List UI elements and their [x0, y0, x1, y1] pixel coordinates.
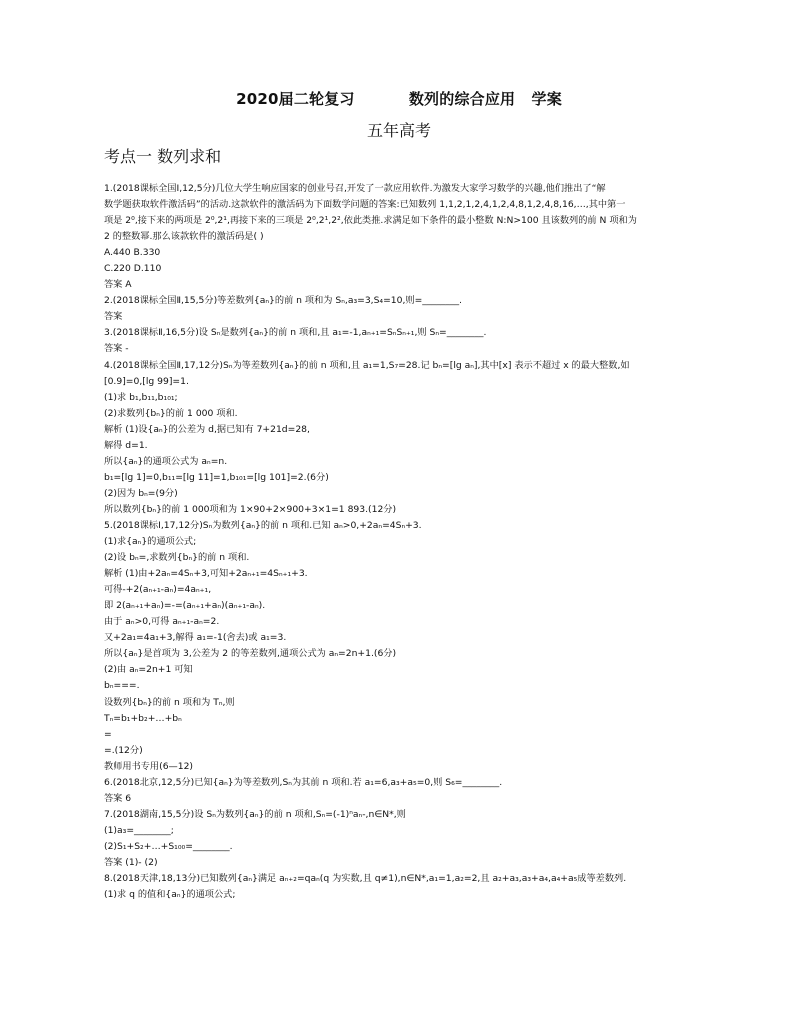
text-line: 3.(2018课标Ⅱ,16,5分)设 Sₙ是数列{aₙ}的前 n 项和,且 a₁=-1,aₙ₊₁=SₙSₙ₊₁,则 Sₙ=________. [104, 327, 487, 339]
text-line: 又+2a₁=4a₁+3,解得 a₁=-1(舍去)或 a₁=3. [104, 632, 287, 644]
text-line: 答案 6 [104, 792, 132, 804]
section-heading: 考点一 数列求和 [104, 147, 222, 166]
text-line: 解析 (1)由+2aₙ=4Sₙ+3,可知+2aₙ₊₁=4Sₙ₊₁+3. [104, 568, 308, 580]
text-line: b₁=[lg 1]=0,b₁₁=[lg 11]=1,b₁₀₁=[lg 101]=2.(6分) [104, 471, 329, 483]
text-line: 2 的整数幂.那么该款软件的激活码是( ) [104, 231, 264, 243]
text-line: 数学题获取软件激活码”的活动.这款软件的激活码为下面数学问题的答案:已知数列 1,1,2,1,2,4,1,2,4,8,1,2,4,8,16,…,其中第一 [104, 199, 626, 211]
text-line: 6.(2018北京,12,5分)已知{aₙ}为等差数列,Sₙ为其前 n 项和.若 a₁=6,a₃+a₅=0,则 S₆=________. [104, 776, 503, 788]
text-line: (2)因为 bₙ=(9分) [104, 487, 178, 499]
text-line: 所以{aₙ}是首项为 3,公差为 2 的等差数列,通项公式为 aₙ=2n+1.(6分) [104, 648, 397, 660]
text-line: 可得-+2(aₙ₊₁-aₙ)=4aₙ₊₁, [104, 584, 212, 596]
text-line: 4.(2018课标全国Ⅱ,17,12分)Sₙ为等差数列{aₙ}的前 n 项和,且 a₁=1,S₇=28.记 bₙ=[lg aₙ],其中[x] 表示不超过 x 的最大整数,如 [104, 359, 630, 371]
text-line: 答案 (1)- (2) [104, 856, 158, 868]
text-line: 设数列{bₙ}的前 n 项和为 Tₙ,则 [104, 696, 235, 708]
text-line: (1)a₃=________; [104, 824, 174, 836]
text-line: 答案 [104, 311, 123, 323]
text-line: (2)S₁+S₂+…+S₁₀₀=________. [104, 840, 233, 852]
text-line: 所以{aₙ}的通项公式为 aₙ=n. [104, 455, 228, 467]
text-line: (1)求 q 的值和{aₙ}的通项公式; [104, 889, 236, 901]
text-line: =.(12分) [104, 744, 143, 756]
text-line: bₙ===. [104, 680, 140, 692]
document-body [104, 181, 694, 903]
text-line: 项是 2⁰,接下来的两项是 2⁰,2¹,再接下来的三项是 2⁰,2¹,2²,依此类推.求满足如下条件的最小整数 N:N>100 且该数列的前 N 项和为 [104, 215, 637, 227]
text-line: 5.(2018课标Ⅰ,17,12分)Sₙ为数列{aₙ}的前 n 项和.已知 aₙ>0,+2aₙ=4Sₙ+3. [104, 519, 422, 531]
text-line: 答案 - [104, 343, 129, 355]
text-line: = [104, 728, 112, 740]
text-line: 1.(2018课标全国Ⅰ,12,5分)几位大学生响应国家的创业号召,开发了一款应用软件.为激发大家学习数学的兴趣,他们推出了“解 [104, 183, 606, 194]
text-line: C.220 D.110 [104, 263, 162, 275]
text-line: 8.(2018天津,18,13分)已知数列{aₙ}满足 aₙ₊₂=qaₙ(q 为实数,且 q≠1),n∈N*,a₁=1,a₂=2,且 a₂+a₃,a₃+a₄,a₄+a₅成等差数列. [104, 873, 627, 885]
text-line: 2.(2018课标全国Ⅱ,15,5分)等差数列{aₙ}的前 n 项和为 Sₙ,a₃=3,S₄=10,则=________. [104, 295, 462, 307]
text-line: 7.(2018湖南,15,5分)设 Sₙ为数列{aₙ}的前 n 项和,Sₙ=(-1)ⁿaₙ-,n∈N*,则 [104, 808, 406, 820]
text-line: 解析 (1)设{aₙ}的公差为 d,据已知有 7+21d=28, [104, 423, 310, 435]
page-title: 2020届二轮复习 数列的综合应用 学案 [236, 90, 562, 108]
text-line: (2)由 aₙ=2n+1 可知 [104, 664, 193, 676]
text-line: A.440 B.330 [104, 247, 161, 259]
text-line: (1)求{aₙ}的通项公式; [104, 536, 197, 548]
text-line: 解得 d=1. [104, 439, 148, 451]
page-subtitle: 五年高考 [366, 121, 431, 140]
text-line: 即 2(aₙ₊₁+aₙ)=-=(aₙ₊₁+aₙ)(aₙ₊₁-aₙ). [104, 600, 266, 612]
text-line: 教师用书专用(6—12) [104, 760, 194, 772]
text-line: (2)设 bₙ=,求数列{bₙ}的前 n 项和. [104, 552, 250, 564]
text-line: [0.9]=0,[lg 99]=1. [104, 375, 189, 387]
text-line: 所以数列{bₙ}的前 1 000项和为 1×90+2×900+3×1=1 893.(12分) [104, 503, 397, 515]
text-line: (2)求数列{bₙ}的前 1 000 项和. [104, 407, 238, 419]
text-line: 答案 A [104, 279, 132, 291]
text-line: Tₙ=b₁+b₂+…+bₙ [104, 712, 182, 724]
text-line: (1)求 b₁,b₁₁,b₁₀₁; [104, 391, 178, 403]
text-line: 由于 aₙ>0,可得 aₙ₊₁-aₙ=2. [104, 616, 220, 628]
